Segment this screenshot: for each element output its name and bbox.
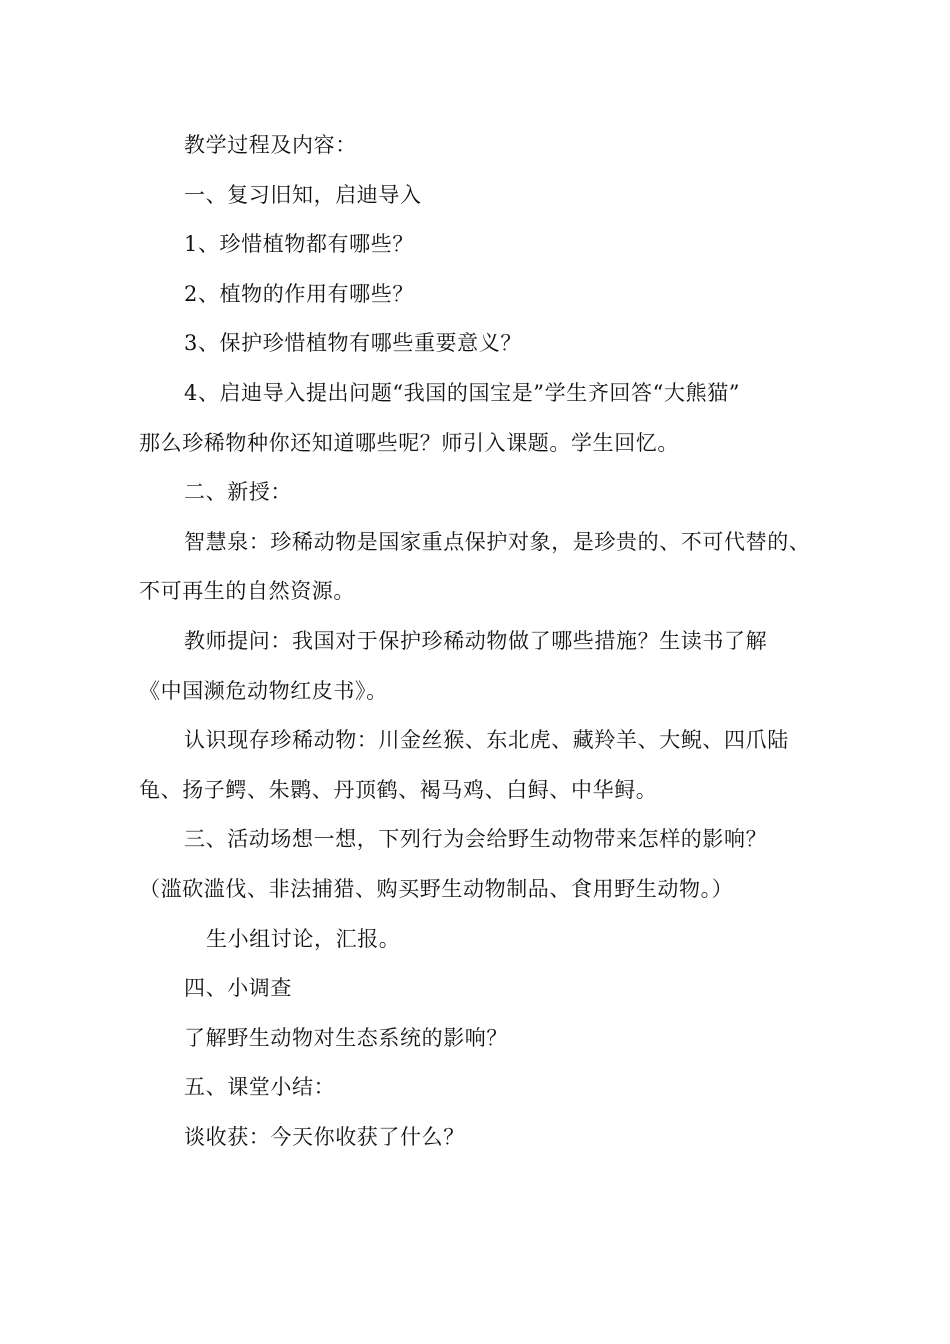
section-heading-summary: 五、课堂小结： xyxy=(184,1075,336,1100)
group-discussion: 生小组讨论，汇报。 xyxy=(206,926,401,951)
question-4-continued: 那么珍稀物种你还知道哪些呢？师引入课题。学生回忆。 xyxy=(139,430,679,455)
summary-question: 谈收获：今天你收获了什么？ xyxy=(184,1124,465,1149)
question-4: 4、启迪导入提出问题“我国的国宝是”学生齐回答“大熊猫” xyxy=(184,380,741,405)
section-heading-process: 教学过程及内容： xyxy=(184,133,357,157)
activity-examples: （滥砍滥伐、非法捕猎、购买野生动物制品、食用野生动物。） xyxy=(139,876,734,901)
section-heading-new-lesson: 二、新授： xyxy=(184,480,292,505)
teacher-question-line-1: 教师提问：我国对于保护珍稀动物做了哪些措施？生读书了解 xyxy=(184,628,768,653)
wisdom-spring-line-1: 智慧泉：珍稀动物是国家重点保护对象，是珍贵的、不可代替的、 xyxy=(184,529,811,554)
teacher-question-line-2: 《中国濒危动物红皮书》。 xyxy=(139,678,388,703)
section-heading-review: 一、复习旧知，启迪导入 xyxy=(184,182,422,207)
rare-animals-line-1: 认识现存珍稀动物：川金丝猴、东北虎、藏羚羊、大鲵、四爪陆 xyxy=(184,728,789,753)
wisdom-spring-line-2: 不可再生的自然资源。 xyxy=(139,579,355,604)
section-heading-survey: 四、小调查 xyxy=(184,976,292,1001)
survey-question: 了解野生动物对生态系统的影响？ xyxy=(184,1025,508,1050)
question-2: 2、植物的作用有哪些？ xyxy=(184,281,414,306)
question-3: 3、保护珍惜植物有哪些重要意义？ xyxy=(184,331,522,356)
section-heading-activity: 三、活动场想一想，下列行为会给野生动物带来怎样的影响？ xyxy=(184,827,768,852)
document-body xyxy=(139,121,839,1162)
rare-animals-line-2: 龟、扬子鳄、朱鹮、丹顶鹤、褐马鸡、白鲟、中华鲟。 xyxy=(139,777,658,802)
question-1: 1、珍惜植物都有哪些？ xyxy=(184,232,414,257)
